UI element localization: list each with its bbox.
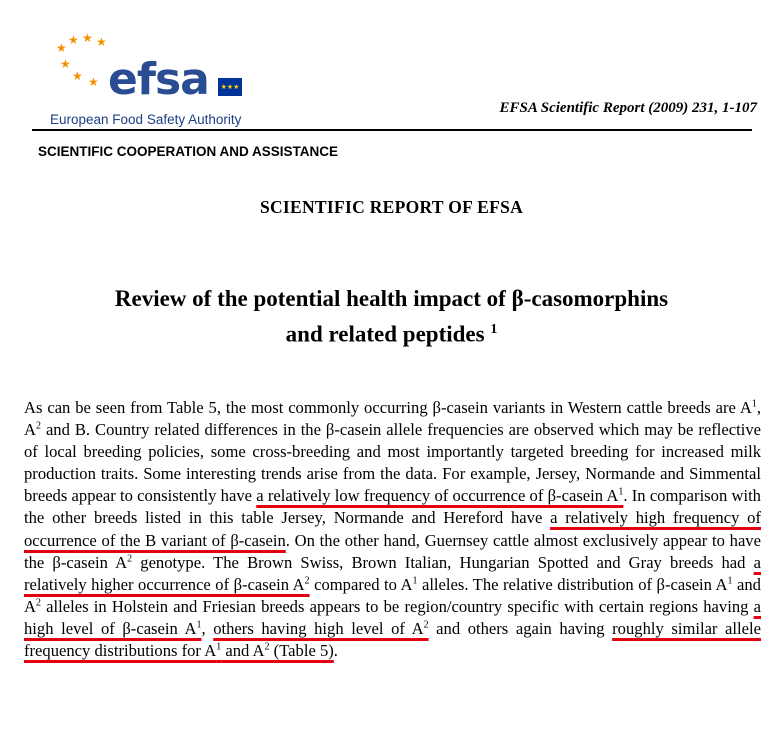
superscript: 2	[35, 597, 41, 609]
text-run: compared to A	[309, 574, 413, 594]
logo-star-icon: ★	[68, 33, 79, 47]
logo-star-icon: ★	[72, 69, 83, 83]
superscript: 1	[412, 575, 418, 587]
logo-star-icon: ★	[60, 57, 71, 71]
superscript: 2	[127, 553, 133, 565]
report-type: SCIENTIFIC REPORT OF EFSA	[259, 197, 524, 217]
text-run: ,	[201, 618, 214, 638]
efsa-logo	[48, 28, 308, 128]
logo-star-icon: ★	[88, 75, 99, 89]
text-run: , A	[24, 398, 761, 440]
superscript: 1	[751, 398, 757, 410]
text-run: alleles. The relative distribution of β-casein A	[417, 574, 728, 594]
title-footnote-marker: 1	[490, 322, 498, 337]
superscript: 1	[727, 575, 733, 587]
text-run: .	[333, 641, 338, 661]
highlight-high-b-variant: a relatively high frequency of occurrence of the B variant of β-casein	[24, 508, 761, 550]
authority-name: European Food Safety Authority	[50, 112, 242, 127]
text-run: . On the other hand, Guernsey cattle almost exclusively appear to have the β-casein A	[24, 530, 761, 572]
highlight-similar-distributions: roughly similar allele frequency distributions for $A^1$ and $A^2$ (Table 5)	[24, 618, 761, 661]
body-paragraph	[24, 397, 761, 662]
logo-star-icon: ★	[82, 31, 93, 45]
highlight-low-a1-frequency: a relatively low frequency of occurrence of β-casein $A^1$	[256, 486, 624, 506]
header-divider	[32, 129, 752, 131]
eu-flag-stars: ★★★	[220, 83, 240, 91]
text-run: and B. Country related differences in the β-casein allele frequencies are observed which may be reflective of local breeding policies, some cross-breeding and most importantly targeted breeding for increased milk production traits. Some interesting trends arise from the data. For example, Jersey, Normande and Simmental breeds appear to consistently have	[24, 420, 761, 506]
text-run: As can be seen from Table 5, the most commonly occurring β-casein variants in Western cattle breeds are A	[24, 398, 752, 417]
title-line-1: Review of the potential health impact of β-casomorphins	[114, 286, 669, 311]
text-run: genotype. The Brown Swiss, Brown Italian, Hungarian Spotted and Gray breeds had	[132, 552, 754, 572]
logo-star-icon: ★	[56, 41, 67, 55]
highlight-higher-a2-occurrence: a relatively higher occurrence of β-casein $A^2$	[24, 552, 761, 594]
section-heading: SCIENTIFIC COOPERATION AND ASSISTANCE	[38, 144, 339, 159]
eu-flag-icon	[218, 78, 242, 96]
document-title	[0, 283, 783, 350]
report-reference: EFSA Scientific Report (2009) 231, 1-107	[499, 100, 757, 116]
text-run: and others again having	[428, 618, 613, 638]
logo-star-icon: ★	[96, 35, 107, 49]
text-run: and A	[24, 574, 761, 616]
highlight-high-a1-level: a high level of β-casein $A^1$	[24, 596, 761, 638]
highlight-high-a2-level: others having high level of $A^2$	[213, 618, 429, 638]
text-run: alleles in Holstein and Friesian breeds appears to be region/country specific with certain regions having	[40, 596, 754, 616]
text-run: . In comparison with the other breeds listed in this table Jersey, Normande and Hereford have	[24, 486, 761, 528]
title-line-2: and related peptides	[285, 321, 485, 347]
logo-wordmark: efsa	[108, 54, 209, 105]
superscript: 2	[35, 420, 41, 432]
